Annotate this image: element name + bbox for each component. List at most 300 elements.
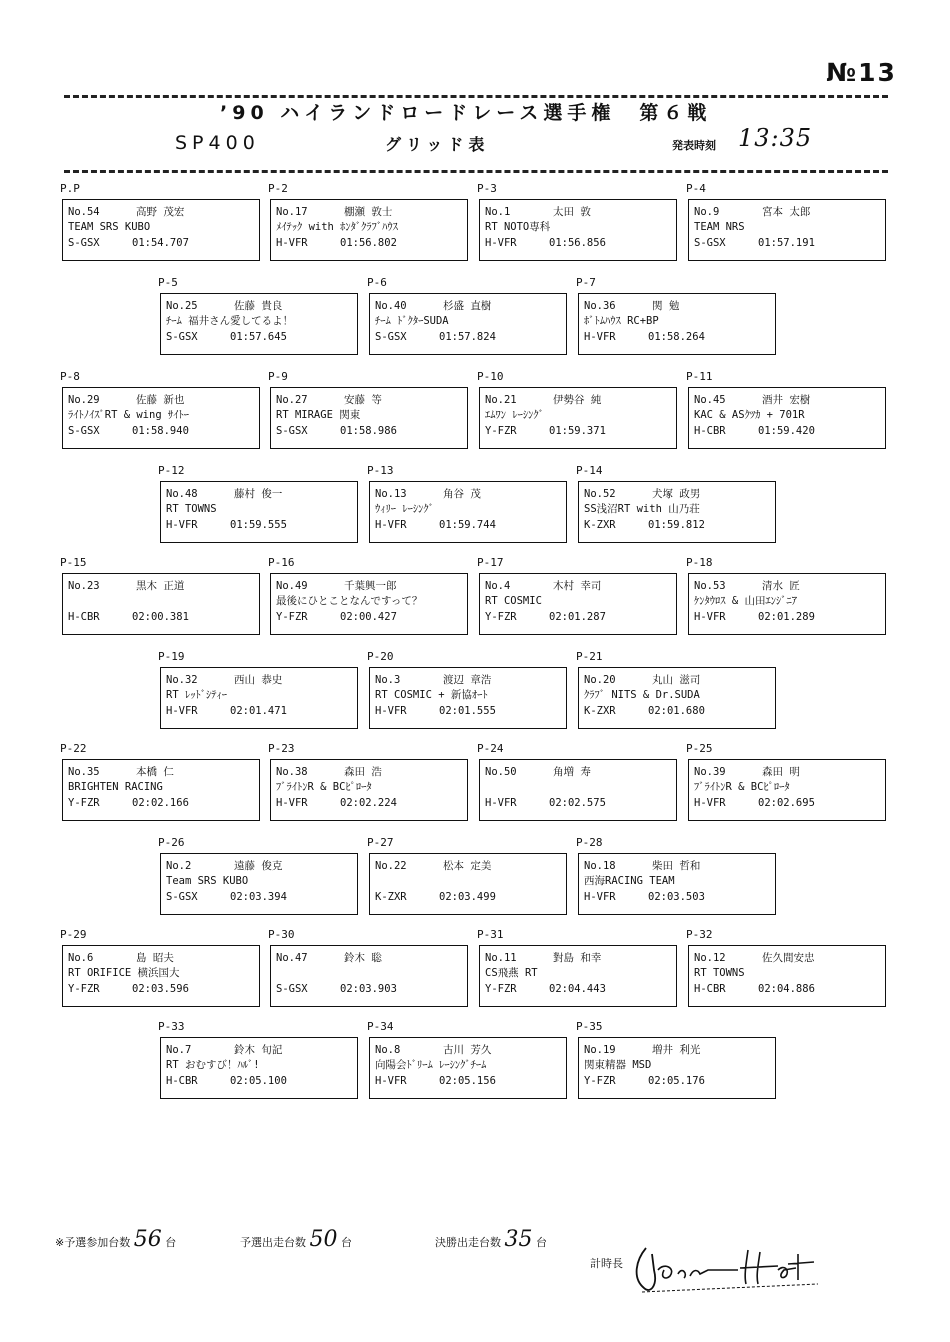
- team-name: SS浅沼RT with 山乃荘: [584, 503, 700, 515]
- machine: S-GSX: [375, 331, 407, 343]
- rider-line: [694, 206, 810, 218]
- grid-position: P-28: [576, 836, 603, 849]
- rider-number: No.54: [68, 206, 100, 218]
- machine-time-line: [584, 705, 705, 717]
- grid-slot: [270, 556, 470, 636]
- qualifying-time: 02:00.381: [132, 611, 189, 623]
- machine: H-VFR: [166, 705, 198, 717]
- machine: H-VFR: [485, 797, 517, 809]
- rider-card: [270, 387, 468, 449]
- grid-position: P-26: [158, 836, 185, 849]
- team-name: KAC & ASｸﾂｶ + 701R: [694, 409, 805, 421]
- grid-position: P-10: [477, 370, 504, 383]
- grid-position: P-15: [60, 556, 87, 569]
- machine: Y-FZR: [584, 1075, 616, 1087]
- rider-name: 黒木 正道: [136, 580, 185, 592]
- machine-time-line: [375, 891, 496, 903]
- machine-time-line: [584, 1075, 705, 1087]
- machine-time-line: [375, 1075, 496, 1087]
- team-name: ｴﾑﾜﾝ ﾚｰｼﾝｸﾞ: [485, 409, 544, 421]
- rider-name: 佐久間安忠: [762, 952, 815, 964]
- timekeeper-signature: [628, 1240, 828, 1300]
- machine-time-line: [485, 611, 606, 623]
- grid-position: P-20: [367, 650, 394, 663]
- rider-name: 對島 和幸: [553, 952, 602, 964]
- machine-time-line: [485, 237, 606, 249]
- header-bottom-rule: [64, 170, 888, 173]
- rider-line: [68, 394, 184, 406]
- rider-card: [62, 945, 260, 1007]
- grid-slot: [369, 836, 569, 916]
- rider-card: [369, 667, 567, 729]
- qualifying-time: 01:59.420: [758, 425, 815, 437]
- machine: H-VFR: [166, 519, 198, 531]
- rider-line: [584, 488, 700, 500]
- team-name: ﾌﾞﾗｲﾄﾝR & BCﾋﾟﾛｰﾀ: [694, 781, 790, 793]
- grid-position: P-31: [477, 928, 504, 941]
- machine: H-VFR: [276, 237, 308, 249]
- rider-line: [584, 674, 700, 686]
- rider-name: 遠藤 俊克: [234, 860, 283, 872]
- rider-card: [479, 573, 677, 635]
- qualifying-time: 01:58.986: [340, 425, 397, 437]
- rider-card: [688, 199, 886, 261]
- qualifying-time: 01:59.744: [439, 519, 496, 531]
- grid-position: P-25: [686, 742, 713, 755]
- rider-line: [375, 674, 491, 686]
- rider-number: No.40: [375, 300, 407, 312]
- qualifying-time: 02:04.443: [549, 983, 606, 995]
- grid-position: P-19: [158, 650, 185, 663]
- entries-value: 56: [133, 1227, 162, 1252]
- team-name: 関東精器 MSD: [584, 1059, 652, 1071]
- grid-slot: [369, 1020, 569, 1100]
- grid-slot: [369, 650, 569, 730]
- machine-time-line: [166, 1075, 287, 1087]
- team-name: RT TOWNS: [694, 967, 745, 979]
- machine: H-VFR: [375, 705, 407, 717]
- starters-label: 予選出走台数: [240, 1236, 306, 1249]
- race-title: ’90 ハイランドロードレース選手権 第６戦: [220, 102, 712, 124]
- grid-slot: [369, 276, 569, 356]
- rider-card: [270, 199, 468, 261]
- team-name: 最後にひとことなんですって？: [276, 595, 423, 607]
- rider-line: [694, 766, 800, 778]
- grid-slot: [160, 650, 360, 730]
- rider-line: [694, 580, 800, 592]
- rider-card: [62, 387, 260, 449]
- rider-name: 松本 定美: [443, 860, 492, 872]
- machine-time-line: [584, 331, 705, 343]
- rider-name: 森田 浩: [344, 766, 382, 778]
- rider-line: [68, 206, 184, 218]
- machine-time-line: [694, 611, 815, 623]
- grid-position: P-8: [60, 370, 80, 383]
- rider-card: [270, 759, 468, 821]
- team-name: TEAM SRS KUBO: [68, 221, 151, 233]
- grid-position: P-18: [686, 556, 713, 569]
- rider-name: 森田 明: [762, 766, 800, 778]
- machine-time-line: [68, 797, 189, 809]
- grid-position: P-14: [576, 464, 603, 477]
- rider-name: 清水 匠: [762, 580, 800, 592]
- rider-card: [160, 481, 358, 543]
- grid-position: P-29: [60, 928, 87, 941]
- rider-number: No.52: [584, 488, 616, 500]
- machine-time-line: [694, 797, 815, 809]
- grid-slot: [369, 464, 569, 544]
- rider-line: [166, 300, 282, 312]
- qualifying-time: 01:57.191: [758, 237, 815, 249]
- machine: K-ZXR: [584, 705, 616, 717]
- machine: K-ZXR: [375, 891, 407, 903]
- rider-card: [160, 1037, 358, 1099]
- grid-slot: [578, 836, 778, 916]
- machine-time-line: [166, 519, 287, 531]
- rider-number: No.35: [68, 766, 100, 778]
- grid-slot: [160, 836, 360, 916]
- document-number: №13: [826, 58, 897, 87]
- qualifying-time: 02:01.287: [549, 611, 606, 623]
- qualifying-time: 01:54.707: [132, 237, 189, 249]
- rider-name: 安藤 等: [344, 394, 382, 406]
- grid-slot: [62, 928, 262, 1008]
- rider-number: No.1: [485, 206, 511, 218]
- grid-position: P-22: [60, 742, 87, 755]
- grid-slot: [160, 464, 360, 544]
- rider-name: 柴田 哲和: [652, 860, 701, 872]
- grid-slot: [688, 928, 888, 1008]
- team-name: Team SRS KUBO: [166, 875, 249, 887]
- grid-position: P-17: [477, 556, 504, 569]
- rider-line: [166, 860, 282, 872]
- rider-name: 太田 敦: [553, 206, 591, 218]
- grid-slot: [688, 556, 888, 636]
- grid-slot: [688, 742, 888, 822]
- team-name: TEAM NRS: [694, 221, 745, 233]
- rider-number: No.17: [276, 206, 308, 218]
- rider-line: [694, 952, 815, 964]
- rider-number: No.49: [276, 580, 308, 592]
- team-name: ｹﾝﾀｳﾛｽ & 山田ｴﾝｼﾞﾆｱ: [694, 595, 797, 607]
- qualifying-time: 01:56.802: [340, 237, 397, 249]
- rider-line: [485, 952, 601, 964]
- rider-number: No.21: [485, 394, 517, 406]
- qualifying-time: 01:57.645: [230, 331, 287, 343]
- rider-name: 千葉興一郎: [344, 580, 397, 592]
- qualifying-time: 01:56.856: [549, 237, 606, 249]
- team-name: ﾁｰﾑ ﾄﾞｸﾀｰSUDA: [375, 315, 449, 327]
- machine-time-line: [375, 331, 496, 343]
- team-name: CS飛燕 RT: [485, 967, 538, 979]
- finals-unit: 台: [536, 1236, 547, 1249]
- machine: H-VFR: [584, 891, 616, 903]
- rider-card: [688, 759, 886, 821]
- team-name: BRIGHTEN RACING: [68, 781, 163, 793]
- machine-time-line: [694, 425, 815, 437]
- rider-line: [276, 580, 397, 592]
- machine-time-line: [375, 519, 496, 531]
- grid-position: P-3: [477, 182, 497, 195]
- machine: H-VFR: [276, 797, 308, 809]
- machine: H-CBR: [166, 1075, 198, 1087]
- rider-number: No.18: [584, 860, 616, 872]
- qualifying-time: 01:58.940: [132, 425, 189, 437]
- rider-number: No.48: [166, 488, 198, 500]
- rider-card: [479, 759, 677, 821]
- rider-card: [62, 573, 260, 635]
- machine-time-line: [694, 237, 815, 249]
- qualifying-time: 01:57.824: [439, 331, 496, 343]
- grid-slot: [479, 182, 679, 262]
- rider-number: No.32: [166, 674, 198, 686]
- team-name: 西海RACING TEAM: [584, 875, 675, 887]
- qualifying-time: 01:59.812: [648, 519, 705, 531]
- machine: Y-FZR: [68, 983, 100, 995]
- class-name: SP400: [175, 132, 260, 154]
- rider-line: [166, 674, 282, 686]
- rider-number: No.2: [166, 860, 192, 872]
- rider-name: 犬塚 政男: [652, 488, 701, 500]
- grid-position: P-16: [268, 556, 295, 569]
- rider-line: [485, 394, 601, 406]
- grid-position: P-11: [686, 370, 713, 383]
- starters-value: 50: [309, 1227, 338, 1252]
- rider-name: 宮本 太郎: [762, 206, 811, 218]
- rider-line: [375, 300, 491, 312]
- rider-name: 鈴木 聡: [344, 952, 382, 964]
- machine: H-VFR: [584, 331, 616, 343]
- machine-time-line: [694, 983, 815, 995]
- grid-slot: [270, 370, 470, 450]
- machine-time-line: [166, 705, 287, 717]
- machine: Y-FZR: [68, 797, 100, 809]
- qualifying-time: 01:59.371: [549, 425, 606, 437]
- grid-slot: [62, 742, 262, 822]
- rider-line: [166, 488, 282, 500]
- qualifying-time: 01:59.555: [230, 519, 287, 531]
- rider-card: [160, 853, 358, 915]
- grid-slot: [270, 742, 470, 822]
- rider-name: 増井 利光: [652, 1044, 701, 1056]
- machine: H-CBR: [694, 425, 726, 437]
- rider-number: No.20: [584, 674, 616, 686]
- qualifying-time: 02:02.695: [758, 797, 815, 809]
- team-name: ﾒｲﾃｯｸ with ﾎﾝﾀﾞｸﾗﾌﾞﾊｳｽ: [276, 221, 398, 233]
- rider-name: 渡辺 章浩: [443, 674, 492, 686]
- machine: K-ZXR: [584, 519, 616, 531]
- rider-line: [68, 952, 174, 964]
- rider-number: No.23: [68, 580, 100, 592]
- rider-card: [479, 199, 677, 261]
- qualifying-time: 02:03.394: [230, 891, 287, 903]
- qualifying-time: 02:03.903: [340, 983, 397, 995]
- rider-number: No.45: [694, 394, 726, 406]
- rider-line: [276, 206, 392, 218]
- rider-number: No.7: [166, 1044, 192, 1056]
- grid-slot: [62, 370, 262, 450]
- grid-slot: [62, 182, 262, 262]
- entries-label: ※予選参加台数: [55, 1236, 131, 1249]
- rider-number: No.29: [68, 394, 100, 406]
- entries-unit: 台: [165, 1236, 177, 1249]
- machine: S-GSX: [68, 425, 100, 437]
- machine: Y-FZR: [485, 611, 517, 623]
- finals-count: [435, 1227, 547, 1252]
- qualifying-time: 02:03.503: [648, 891, 705, 903]
- rider-card: [578, 667, 776, 729]
- rider-line: [276, 952, 382, 964]
- grid-position: P-23: [268, 742, 295, 755]
- grid-slot: [578, 1020, 778, 1100]
- machine-time-line: [68, 983, 189, 995]
- grid-slot: [160, 276, 360, 356]
- machine: H-CBR: [68, 611, 100, 623]
- timekeeper-label: 計時長: [590, 1257, 623, 1270]
- rider-number: No.13: [375, 488, 407, 500]
- grid-position: P-24: [477, 742, 504, 755]
- entries-count: [55, 1227, 176, 1252]
- machine-time-line: [68, 425, 189, 437]
- grid-slot: [270, 182, 470, 262]
- rider-number: No.50: [485, 766, 517, 778]
- machine-time-line: [166, 331, 287, 343]
- rider-name: 鈴木 旬記: [234, 1044, 283, 1056]
- machine-time-line: [485, 797, 606, 809]
- rider-name: 高野 茂宏: [136, 206, 185, 218]
- grid-slot: [688, 370, 888, 450]
- grid-position: P-33: [158, 1020, 185, 1033]
- team-name: ｳｨﾘｰ ﾚｰｼﾝｸﾞ: [375, 503, 434, 515]
- machine: H-VFR: [694, 611, 726, 623]
- qualifying-time: 02:00.427: [340, 611, 397, 623]
- machine: Y-FZR: [276, 611, 308, 623]
- finals-label: 決勝出走台数: [435, 1236, 501, 1249]
- qualifying-time: 02:02.575: [549, 797, 606, 809]
- machine: S-GSX: [68, 237, 100, 249]
- rider-card: [62, 199, 260, 261]
- grid-position: P-35: [576, 1020, 603, 1033]
- grid-slot: [479, 742, 679, 822]
- rider-line: [694, 394, 810, 406]
- team-name: ｸﾗﾌﾞ NITS & Dr.SUDA: [584, 689, 700, 701]
- team-name: RT COSMIC: [485, 595, 542, 607]
- rider-name: 杉盛 直樹: [443, 300, 492, 312]
- start-time-handwritten: 13:35: [738, 124, 813, 152]
- team-name: ﾗｲﾄﾉｲｽﾞRT & wing ｻｲﾄｰ: [68, 409, 189, 421]
- rider-name: 佐藤 貴良: [234, 300, 283, 312]
- machine-time-line: [584, 519, 705, 531]
- rider-name: 西山 恭史: [234, 674, 283, 686]
- rider-number: No.19: [584, 1044, 616, 1056]
- rider-number: No.6: [68, 952, 94, 964]
- rider-card: [160, 667, 358, 729]
- machine: S-GSX: [166, 331, 198, 343]
- rider-card: [578, 481, 776, 543]
- team-name: 向陽会ﾄﾞﾘｰﾑ ﾚｰｼﾝｸﾞﾁｰﾑ: [375, 1059, 487, 1071]
- rider-number: No.8: [375, 1044, 401, 1056]
- rider-number: No.27: [276, 394, 308, 406]
- rider-name: 古川 芳久: [443, 1044, 492, 1056]
- machine-time-line: [68, 237, 189, 249]
- rider-number: No.39: [694, 766, 726, 778]
- machine: H-VFR: [485, 237, 517, 249]
- rider-number: No.47: [276, 952, 308, 964]
- machine-time-line: [485, 983, 606, 995]
- qualifying-time: 02:05.176: [648, 1075, 705, 1087]
- grid-slot: [479, 370, 679, 450]
- qualifying-time: 02:01.471: [230, 705, 287, 717]
- rider-number: No.11: [485, 952, 517, 964]
- rider-card: [369, 481, 567, 543]
- rider-line: [276, 394, 382, 406]
- machine-time-line: [375, 705, 496, 717]
- rider-name: 丸山 滋司: [652, 674, 701, 686]
- rider-number: No.4: [485, 580, 511, 592]
- rider-name: 角谷 茂: [443, 488, 481, 500]
- rider-line: [68, 766, 174, 778]
- machine: Y-FZR: [485, 425, 517, 437]
- machine-time-line: [485, 425, 606, 437]
- rider-line: [375, 488, 481, 500]
- rider-line: [485, 766, 591, 778]
- machine-time-line: [276, 797, 397, 809]
- rider-card: [578, 853, 776, 915]
- machine: H-CBR: [694, 983, 726, 995]
- rider-number: No.25: [166, 300, 198, 312]
- qualifying-time: 02:01.289: [758, 611, 815, 623]
- rider-name: 角増 寿: [553, 766, 591, 778]
- rider-card: [479, 387, 677, 449]
- machine-time-line: [276, 983, 397, 995]
- rider-number: No.22: [375, 860, 407, 872]
- finals-value: 35: [504, 1227, 533, 1252]
- team-name: RT NOTO専科: [485, 221, 551, 233]
- rider-card: [369, 1037, 567, 1099]
- rider-card: [479, 945, 677, 1007]
- qualifying-time: 02:02.224: [340, 797, 397, 809]
- rider-card: [688, 573, 886, 635]
- rider-name: 木村 幸司: [553, 580, 602, 592]
- grid-position: P-13: [367, 464, 394, 477]
- rider-card: [369, 853, 567, 915]
- team-name: RT MIRAGE 関東: [276, 409, 361, 421]
- team-name: RT ORIFICE 横浜国大: [68, 967, 180, 979]
- machine: S-GSX: [276, 983, 308, 995]
- rider-line: [375, 1044, 491, 1056]
- rider-card: [160, 293, 358, 355]
- rider-number: No.9: [694, 206, 720, 218]
- grid-slot: [62, 556, 262, 636]
- machine-time-line: [276, 425, 397, 437]
- machine: S-GSX: [694, 237, 726, 249]
- qualifying-time: 02:01.555: [439, 705, 496, 717]
- rider-card: [578, 1037, 776, 1099]
- grid-table-title: グリッド表: [385, 135, 490, 154]
- rider-number: No.36: [584, 300, 616, 312]
- grid-slot: [688, 182, 888, 262]
- starters-count: [240, 1227, 352, 1252]
- rider-number: No.38: [276, 766, 308, 778]
- qualifying-time: 01:58.264: [648, 331, 705, 343]
- rider-card: [270, 945, 468, 1007]
- rider-number: No.53: [694, 580, 726, 592]
- grid-slot: [160, 1020, 360, 1100]
- machine-time-line: [276, 611, 397, 623]
- rider-card: [688, 945, 886, 1007]
- rider-card: [578, 293, 776, 355]
- grid-position: P.P: [60, 182, 80, 195]
